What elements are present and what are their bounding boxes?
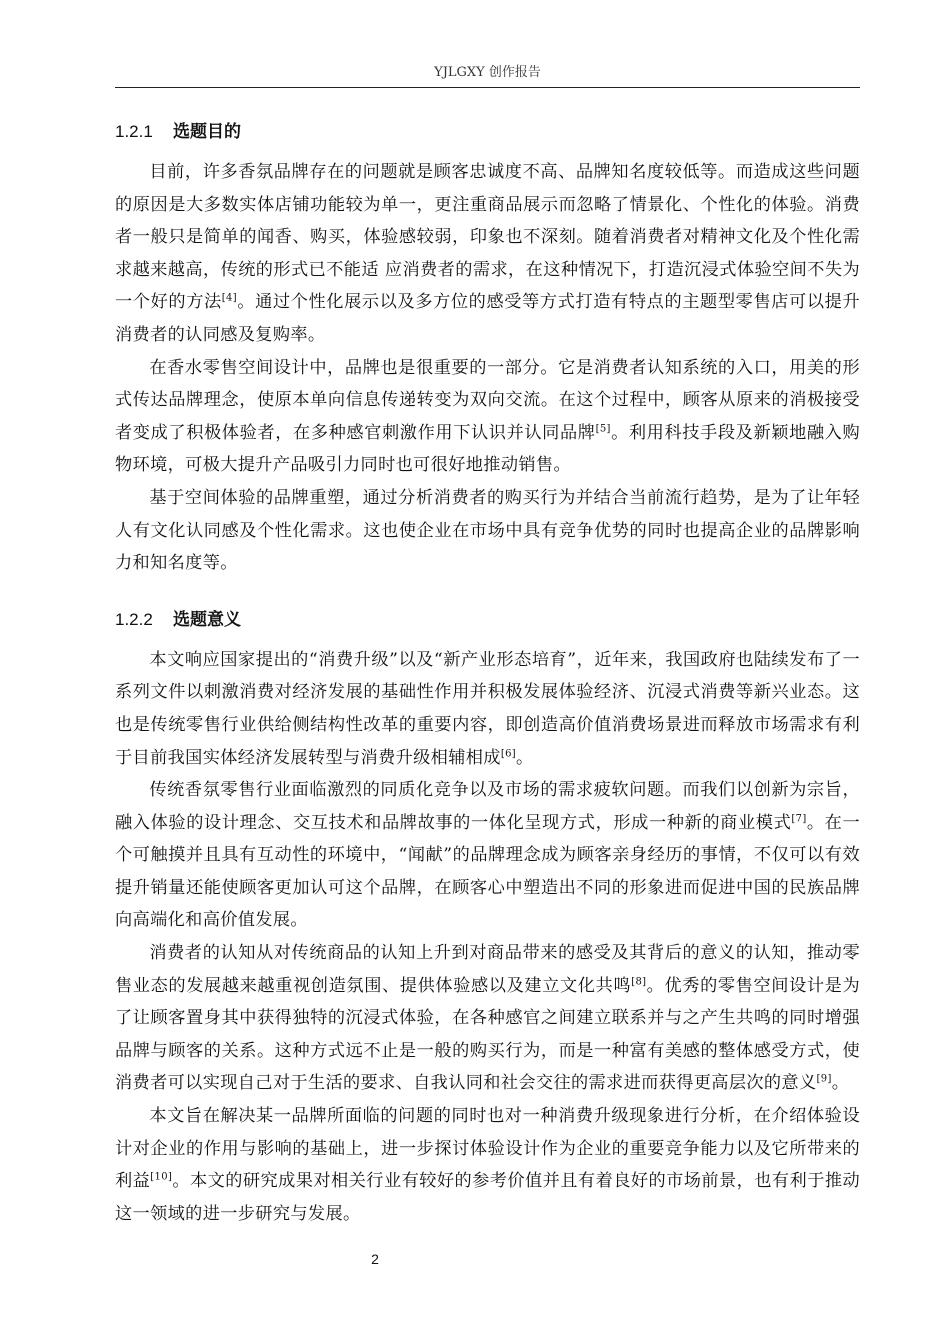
paragraph	[115, 482, 860, 580]
citation: [7]	[791, 812, 807, 824]
paragraph-text: 本文旨在解决某一品牌所面临的问题的同时也对一种消费升级现象进行分析，在介绍体验设计对企业的作用与影响的基础上，进一步探讨体验设计作为企业的重要竞争能力以及它所带来的利益	[115, 1106, 860, 1192]
paragraph-text: 目前，许多香氛品牌存在的问题就是顾客忠诚度不高、品牌知名度较低等。而造成这些问题的原因是大多数实体店铺功能较为单一，更注重商品展示而忽略了情景化、个性化的体验。消费者一般只是简单的闻香、购买，体验感较弱，印象也不深刻。随着消费者对精神文化及个性化需求越来越高，传统的形式已不能适 应消费者的需求，在这种情况下，打造沉浸式体验空间不失为一个好的方法	[115, 162, 860, 313]
page-content	[115, 118, 860, 1230]
paragraph	[115, 774, 860, 937]
paragraph	[115, 352, 860, 482]
citation: [8]	[631, 975, 647, 987]
paragraph-text: 在香水零售空间设计中，品牌也是很重要的一部分。它是消费者认知系统的入口，用美的形式传达品牌理念，使原本单向信息传递转变为双向交流。在这个过程中，顾客从原来的消极接受者变成了积极体验者，在多种感官刺激作用下认识并认同品牌	[115, 357, 860, 443]
section-title: 选题意义	[173, 609, 241, 630]
citation: [9]	[816, 1073, 832, 1085]
paragraph-text: 。通过个性化展示以及多方位的感受等方式打造有特点的主题型零售店可以提升消费者的认同感及复购率。	[115, 292, 860, 345]
citation: [6]	[500, 747, 517, 759]
running-header: YJLGXY 创作报告	[434, 65, 541, 80]
paragraph-text: 。优秀的零售空间设计是为了让顾客置身其中获得独特的沉浸式体验，在各种感官之间建立联系并与之产生共鸣的同时增强品牌与顾客的关系。这种方式远不止是一般的购买行为，而是一种富有美感的整体感受方式，使消费者可以实现自己对于生活的要求、自我认同和社会交往的需求进而获得更高层次的意义	[115, 975, 860, 1094]
section-number: 1.2.1	[115, 122, 153, 141]
paragraph-text: 。在一个可触摸并且具有互动性的环境中，“闻献”的品牌理念成为顾客亲身经历的事情，不仅可以有效提升销量还能使顾客更加认可这个品牌，在顾客心中塑造出不同的形象进而促进中国的民族品牌向高端化和高价值发展。	[115, 812, 860, 931]
paragraph-text: 。	[831, 1073, 850, 1094]
paragraph-text: 基于空间体验的品牌重塑，通过分析消费者的购买行为并结合当前流行趋势，是为了让年轻人有文化认同感及个性化需求。这也使企业在市场中具有竞争优势的同时也提高企业的品牌影响力和知名度等。	[115, 487, 860, 574]
paragraph-text: 消费者的认知从对传统商品的认知上升到对商品带来的感受及其背后的意义的认知，推动零售业态的发展越来越重视创造氛围、提供体验感以及建立文化共鸣	[115, 943, 860, 996]
section-title: 选题目的	[173, 122, 241, 142]
section-number: 1.2.2	[115, 609, 153, 629]
paragraph-text: 。	[516, 747, 534, 768]
paragraph-text: 本文响应国家提出的“消费升级”以及“新产业形态培育”，近年来，我国政府也陆续发布了一系列文件以刺激消费对经济发展的基础性作用并积极发展体验经济、沉浸式消费等新兴业态。这也是传统零售行业供给侧结构性改革的重要内容，即创造高价值消费场景进而释放市场需求有利于目前我国实体经济发展转型与消费升级相辅相成	[115, 649, 860, 768]
section-heading-significance	[115, 606, 860, 634]
paragraph	[115, 937, 860, 1100]
citation: [10]	[150, 1171, 173, 1183]
header-rule	[115, 87, 860, 88]
paragraph-text: 。利用科技手段及新颖地融入购物环境，可极大提升产品吸引力同时也可很好地推动销售。	[115, 422, 861, 476]
section-heading-purpose	[115, 118, 860, 146]
paragraph	[115, 644, 860, 774]
citation: [5]	[595, 423, 611, 435]
paragraph	[115, 156, 860, 352]
paragraph-text: 。本文的研究成果对相关行业有较好的参考价值并且有着良好的市场前景，也有利于推动这一领域的进一步研究与发展。	[115, 1171, 861, 1224]
page-number: 2	[371, 1251, 379, 1267]
citation: [4]	[221, 292, 238, 304]
paragraph	[115, 1100, 860, 1230]
paragraph-text: 传统香氛零售行业面临激烈的同质化竞争以及市场的需求疲软问题。而我们以创新为宗旨，融入体验的设计理念、交互技术和品牌故事的一体化呈现方式，形成一种新的商业模式	[115, 780, 860, 833]
